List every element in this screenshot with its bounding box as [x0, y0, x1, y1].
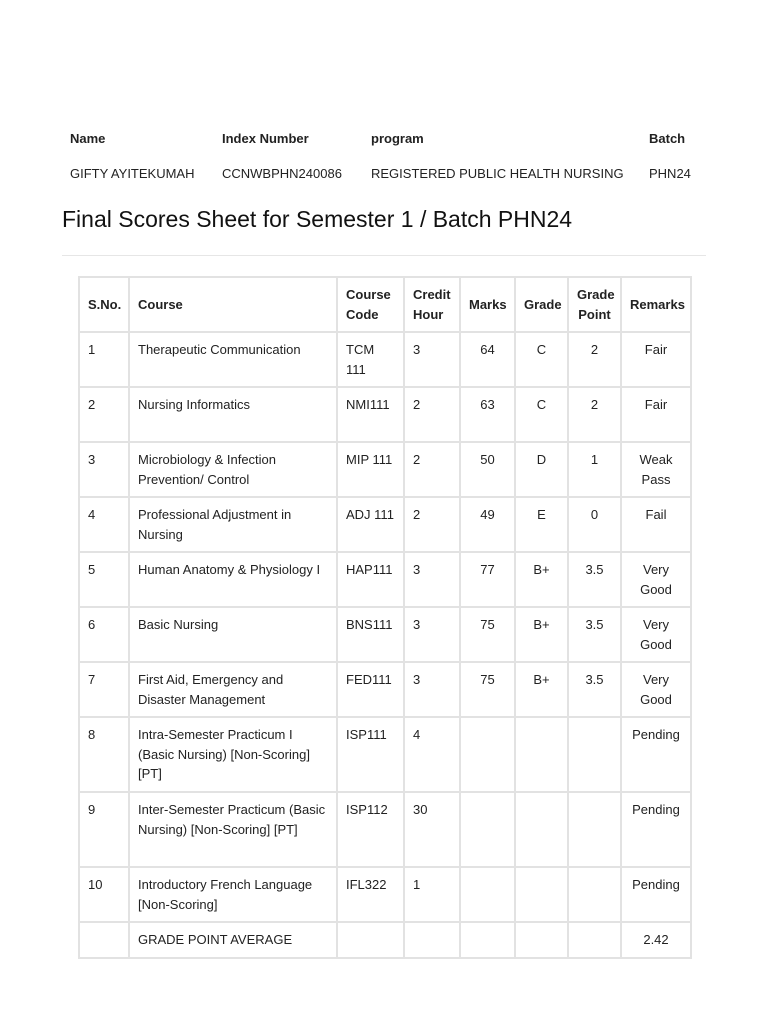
- course-name: Microbiology & Infection Prevention/ Control: [129, 442, 337, 497]
- remarks-value: Very Good: [621, 662, 691, 717]
- grade-value: B+: [515, 552, 568, 607]
- sno-cell: 9: [79, 792, 129, 867]
- remarks-value: Very Good: [621, 607, 691, 662]
- marks-value: 75: [460, 662, 515, 717]
- student-info-table: [62, 120, 708, 190]
- batch-value: PHN24: [649, 165, 691, 181]
- marks-value: 49: [460, 497, 515, 552]
- credit-hour: 3: [404, 662, 460, 717]
- credit-hour: 3: [404, 607, 460, 662]
- sno-cell: 8: [79, 717, 129, 792]
- grade-point: 3.5: [568, 662, 621, 717]
- grade-point: 0: [568, 497, 621, 552]
- grade-point: [568, 867, 621, 922]
- grade-value: B+: [515, 662, 568, 717]
- marks-value: 50: [460, 442, 515, 497]
- credit-hour: 30: [404, 792, 460, 867]
- grade-point: 1: [568, 442, 621, 497]
- credit-hour: 2: [404, 387, 460, 442]
- grade-point: [568, 792, 621, 867]
- grade-point: 3.5: [568, 552, 621, 607]
- credit-hour: 2: [404, 442, 460, 497]
- table-row: [79, 662, 691, 717]
- remarks-value: Fail: [621, 497, 691, 552]
- program-name: REGISTERED PUBLIC HEALTH NURSING: [371, 165, 624, 181]
- marks-value: [460, 717, 515, 792]
- sno-cell: 2: [79, 387, 129, 442]
- marks-value: [460, 792, 515, 867]
- col-marks-header: Marks: [460, 277, 515, 332]
- remarks-value: Fair: [621, 387, 691, 442]
- table-row: [79, 552, 691, 607]
- grade-point: [568, 717, 621, 792]
- gpa-sno-cell: [79, 922, 129, 958]
- gpa-marks-cell: [460, 922, 515, 958]
- table-row: [79, 442, 691, 497]
- sno-cell: 5: [79, 552, 129, 607]
- batch-header: Batch: [649, 130, 686, 146]
- grade-value: C: [515, 387, 568, 442]
- credit-hour: 4: [404, 717, 460, 792]
- course-code: FED111: [337, 662, 404, 717]
- col-code-header: Course Code: [337, 277, 404, 332]
- course-code: TCM 111: [337, 332, 404, 387]
- grade-value: E: [515, 497, 568, 552]
- grade-value: [515, 867, 568, 922]
- student-name: GIFTY AYITEKUMAH: [70, 165, 195, 181]
- sno-cell: 4: [79, 497, 129, 552]
- marks-value: 63: [460, 387, 515, 442]
- col-course-header: Course: [129, 277, 337, 332]
- table-row: [79, 497, 691, 552]
- gpa-credit-cell: [404, 922, 460, 958]
- remarks-value: Fair: [621, 332, 691, 387]
- course-name: Nursing Informatics: [129, 387, 337, 442]
- grade-value: D: [515, 442, 568, 497]
- credit-hour: 3: [404, 332, 460, 387]
- course-name: Introductory French Language [Non-Scoring]: [129, 867, 337, 922]
- course-code: MIP 111: [337, 442, 404, 497]
- grade-point: 2: [568, 387, 621, 442]
- grade-value: C: [515, 332, 568, 387]
- course-name: Professional Adjustment in Nursing: [129, 497, 337, 552]
- grade-point: 3.5: [568, 607, 621, 662]
- remarks-value: Pending: [621, 792, 691, 867]
- remarks-value: Weak Pass: [621, 442, 691, 497]
- grade-value: B+: [515, 607, 568, 662]
- program-header: program: [371, 130, 424, 146]
- student-info-value-row: [62, 156, 708, 190]
- sno-cell: 3: [79, 442, 129, 497]
- marks-value: 64: [460, 332, 515, 387]
- col-point-header: Grade Point: [568, 277, 621, 332]
- remarks-value: Pending: [621, 867, 691, 922]
- table-row: [79, 867, 691, 922]
- table-row: [79, 792, 691, 867]
- remarks-value: Pending: [621, 717, 691, 792]
- credit-hour: 3: [404, 552, 460, 607]
- gpa-label: GRADE POINT AVERAGE: [129, 922, 337, 958]
- student-info-header-row: [62, 120, 708, 156]
- credit-hour: 1: [404, 867, 460, 922]
- index-number: CCNWBPHN240086: [222, 165, 342, 181]
- table-row: [79, 387, 691, 442]
- col-credit-header: Credit Hour: [404, 277, 460, 332]
- course-code: IFL322: [337, 867, 404, 922]
- marks-value: 77: [460, 552, 515, 607]
- course-name: Intra-Semester Practicum I (Basic Nursing) [Non-Scoring] [PT]: [129, 717, 337, 792]
- credit-hour: 2: [404, 497, 460, 552]
- grade-value: [515, 792, 568, 867]
- name-header: Name: [70, 130, 106, 146]
- course-code: BNS111: [337, 607, 404, 662]
- gpa-row: [79, 922, 691, 958]
- course-code: ISP112: [337, 792, 404, 867]
- marks-value: [460, 867, 515, 922]
- sno-cell: 7: [79, 662, 129, 717]
- grade-value: [515, 717, 568, 792]
- sno-cell: 6: [79, 607, 129, 662]
- grade-point: 2: [568, 332, 621, 387]
- col-sno-header: S.No.: [79, 277, 129, 332]
- course-name: Human Anatomy & Physiology I: [129, 552, 337, 607]
- scores-table: [78, 276, 692, 959]
- col-grade-header: Grade: [515, 277, 568, 332]
- course-code: ADJ 111: [337, 497, 404, 552]
- scores-body: [79, 332, 691, 958]
- table-row: [79, 607, 691, 662]
- gpa-grade-cell: [515, 922, 568, 958]
- course-code: ISP111: [337, 717, 404, 792]
- table-row: [79, 332, 691, 387]
- course-name: Therapeutic Communication: [129, 332, 337, 387]
- course-name: First Aid, Emergency and Disaster Management: [129, 662, 337, 717]
- scores-header-row: [79, 277, 691, 332]
- gpa-code-cell: [337, 922, 404, 958]
- course-name: Inter-Semester Practicum (Basic Nursing) [Non-Scoring] [PT]: [129, 792, 337, 867]
- gpa-point-cell: [568, 922, 621, 958]
- gpa-value: 2.42: [621, 922, 691, 958]
- table-row: [79, 717, 691, 792]
- course-name: Basic Nursing: [129, 607, 337, 662]
- remarks-value: Very Good: [621, 552, 691, 607]
- index-number-header: Index Number: [222, 130, 309, 146]
- page-title: Final Scores Sheet for Semester 1 / Batch PHN24: [62, 206, 573, 232]
- sno-cell: 1: [79, 332, 129, 387]
- sno-cell: 10: [79, 867, 129, 922]
- marks-value: 75: [460, 607, 515, 662]
- course-code: NMI111: [337, 387, 404, 442]
- col-remarks-header: Remarks: [621, 277, 691, 332]
- divider: [62, 255, 706, 256]
- course-code: HAP111: [337, 552, 404, 607]
